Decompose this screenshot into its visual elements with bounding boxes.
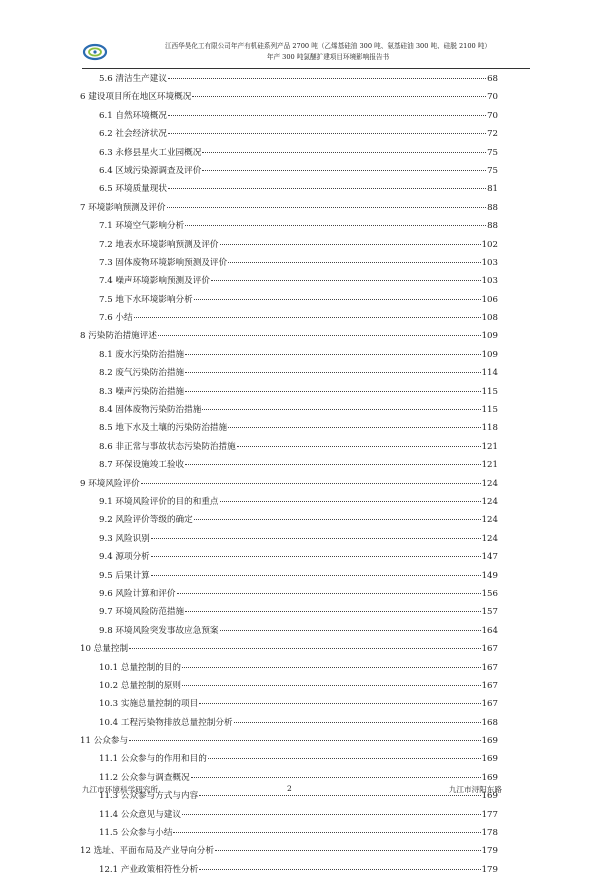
toc-entry-label: 6.5 环境质量现状 [99,184,167,195]
toc-entry[interactable] [80,254,498,272]
toc-dot-leader [167,207,487,208]
toc-entry-label: 9.2 风险评价等级的确定 [99,515,193,526]
toc-dot-leader [129,740,481,741]
toc-dot-leader [234,722,481,723]
toc-entry[interactable] [80,475,498,493]
toc-entry-label: 8.4 固体废物污染防治措施 [99,405,202,416]
toc-entry-page: 179 [481,846,498,857]
toc-dot-leader [220,630,481,631]
toc-entry[interactable] [80,548,498,566]
toc-entry-page: 75 [487,147,498,158]
toc-dot-leader [185,391,480,392]
toc-dot-leader [168,115,486,116]
toc-entry-page: 88 [487,202,498,213]
toc-entry-page: 169 [481,791,498,802]
toc-entry-label: 9.8 环境风险突发事故应急预案 [99,625,219,636]
toc-entry-label: 11.4 公众意见与建议 [99,809,182,820]
toc-dot-leader [220,244,481,245]
toc-entry[interactable] [80,217,498,235]
toc-entry[interactable] [80,750,498,768]
toc-entry[interactable] [80,199,498,217]
toc-entry-page: 157 [481,607,498,618]
toc-entry-page: 167 [481,662,498,673]
toc-entry-label: 10.2 总量控制的原则 [99,680,182,691]
toc-entry[interactable] [80,842,498,860]
toc-entry-label: 6 建设项目所在地区环境概况 [80,92,192,103]
toc-entry-page: 147 [481,552,498,563]
toc-entry-page: 124 [481,496,498,507]
toc-entry-page: 121 [481,460,498,471]
toc-entry[interactable] [80,585,498,603]
toc-dot-leader [185,354,480,355]
toc-entry-label: 7.2 地表水环境影响预测及评价 [99,239,219,250]
toc-entry-label: 8.7 环保设施竣工验收 [99,460,185,471]
toc-entry-label: 6.2 社会经济状况 [99,129,167,140]
toc-entry-label: 5.6 清洁生产建议 [99,74,167,84]
toc-entry-page: 102 [481,239,498,250]
toc-entry-label: 9.6 风险计算和评价 [99,588,176,599]
toc-entry-page: 169 [481,772,498,783]
toc-entry-label: 11.3 公众参与方式与内容 [99,791,199,802]
toc-entry-label: 11 公众参与 [80,736,129,747]
toc-entry-page: 70 [487,92,498,103]
toc-entry-page: 103 [481,276,498,287]
toc-entry-page: 109 [481,349,498,360]
footer-institute: 九江市环境科学研究所 [82,785,158,794]
toc-dot-leader [215,850,481,851]
toc-entry[interactable] [80,493,498,511]
toc-entry[interactable] [80,824,498,842]
toc-dot-leader [182,667,481,668]
toc-entry-page: 121 [481,441,498,452]
toc-entry[interactable] [80,70,498,88]
toc-entry[interactable] [80,695,498,713]
toc-entry-page: 106 [481,294,498,305]
toc-entry[interactable] [80,603,498,621]
toc-entry-label: 9.7 环境风险防范措施 [99,607,185,618]
toc-dot-leader [199,703,480,704]
toc-entry-label: 7.3 固体废物环境影响预测及评价 [99,257,228,268]
toc-entry-label: 8.2 废气污染防治措施 [99,368,185,379]
toc-entry[interactable] [80,732,498,750]
toc-entry-page: 169 [481,736,498,747]
toc-dot-leader [191,777,481,778]
table-of-contents [80,70,498,879]
toc-entry[interactable] [80,383,498,401]
toc-dot-leader [220,501,481,502]
toc-entry-page: 114 [481,368,498,379]
toc-entry[interactable] [80,144,498,162]
toc-entry[interactable] [80,236,498,254]
toc-entry-page: 167 [481,699,498,710]
toc-entry-label: 10 总量控制 [80,644,129,655]
toc-entry-page: 168 [481,717,498,728]
toc-entry-label: 9.5 后果计算 [99,570,150,581]
toc-entry-page: 177 [481,809,498,820]
toc-dot-leader [237,446,481,447]
toc-entry-page: 115 [481,405,498,416]
toc-dot-leader [202,152,486,153]
toc-entry-label: 10.1 总量控制的目的 [99,662,182,673]
toc-entry[interactable] [80,622,498,640]
toc-entry-page: 167 [481,680,498,691]
toc-dot-leader [194,519,481,520]
toc-entry[interactable] [80,180,498,198]
toc-dot-leader [182,685,481,686]
toc-entry-label: 12.1 产业政策相符性分析 [99,864,199,875]
toc-dot-leader [185,372,480,373]
toc-entry-page: 70 [487,110,498,121]
toc-entry-label: 8.6 非正常与事故状态污染防治措施 [99,441,236,452]
toc-entry-label: 6.1 自然环境概况 [99,110,167,121]
toc-entry-page: 169 [481,754,498,765]
toc-entry-page: 178 [481,828,498,839]
company-logo-icon [82,42,108,62]
toc-entry[interactable] [80,640,498,658]
toc-entry[interactable] [80,364,498,382]
toc-dot-leader [202,409,480,410]
toc-entry[interactable] [80,530,498,548]
toc-dot-leader [151,575,481,576]
toc-dot-leader [199,869,480,870]
toc-entry-page: 124 [481,533,498,544]
page-number: 2 [287,784,292,793]
toc-entry[interactable] [80,401,498,419]
toc-dot-leader [129,648,481,649]
toc-dot-leader [177,593,481,594]
toc-entry[interactable] [80,346,498,364]
toc-dot-leader [151,538,481,539]
toc-dot-leader [228,262,480,263]
toc-entry-page: 68 [487,74,498,84]
toc-entry[interactable] [80,511,498,529]
toc-dot-leader [151,556,481,557]
toc-dot-leader [185,611,480,612]
toc-entry-page: 108 [481,313,498,324]
toc-entry-label: 9.1 环境风险评价的目的和重点 [99,496,219,507]
footer-address: 九江市浔阳东路 [448,785,502,794]
toc-entry[interactable] [80,456,498,474]
header-title-line-2: 年产 300 吨氯醚扩建项目环境影响报告书 [266,53,390,61]
toc-entry-page: 109 [481,331,498,342]
toc-entry-page: 88 [487,221,498,232]
toc-dot-leader [208,758,481,759]
page-header [82,40,530,69]
toc-entry-page: 124 [481,478,498,489]
toc-entry[interactable] [80,309,498,327]
toc-entry-label: 11.1 公众参与的作用和目的 [99,754,207,765]
toc-dot-leader [194,299,481,300]
toc-entry-label: 11.5 公众参与小结 [99,828,173,839]
toc-entry-label: 8 污染防治措施评述 [80,331,157,342]
toc-entry-page: 103 [481,257,498,268]
toc-entry-label: 12 选址、平面布局及产业导向分析 [80,846,214,857]
toc-dot-leader [134,317,481,318]
toc-entry-page: 75 [487,165,498,176]
toc-dot-leader [168,78,486,79]
toc-entry-label: 6.4 区域污染源调查及评价 [99,165,202,176]
toc-entry-label: 9.3 风险识别 [99,533,150,544]
toc-entry-page: 149 [481,570,498,581]
toc-entry-page: 115 [481,386,498,397]
toc-entry-page: 179 [481,864,498,875]
toc-dot-leader [173,832,480,833]
toc-entry[interactable] [80,162,498,180]
toc-dot-leader [211,280,481,281]
toc-entry[interactable] [80,567,498,585]
toc-dot-leader [192,96,486,97]
toc-dot-leader [182,814,481,815]
toc-entry-label: 10.3 实施总量控制的项目 [99,699,199,710]
toc-entry-page: 124 [481,515,498,526]
toc-entry[interactable] [80,806,498,824]
toc-dot-leader [158,335,481,336]
toc-dot-leader [141,483,481,484]
toc-dot-leader [202,170,486,171]
page-footer [82,784,502,798]
toc-entry-label: 9.4 源项分析 [99,552,150,563]
toc-entry-label: 7.6 小结 [99,313,133,324]
toc-entry-label: 7.1 环境空气影响分析 [99,221,185,232]
toc-entry-label: 10.4 工程污染物排放总量控制分析 [99,717,233,728]
toc-entry[interactable] [80,125,498,143]
toc-entry[interactable] [80,107,498,125]
toc-entry-page: 167 [481,644,498,655]
toc-entry-label: 7.5 地下水环境影响分析 [99,294,193,305]
toc-entry[interactable] [80,327,498,345]
toc-entry-label: 11.2 公众参与调查概况 [99,772,190,783]
toc-entry-label: 6.3 永修县星火工业园概况 [99,147,202,158]
toc-entry-label: 8.3 噪声污染防治措施 [99,386,185,397]
toc-dot-leader [228,427,480,428]
toc-dot-leader [168,133,486,134]
toc-entry-page: 72 [487,129,498,140]
toc-entry[interactable] [80,88,498,106]
header-title-line-1: 江西华昊化工有限公司年产有机硅系列产品 2700 吨（乙烯基硅油 300 吨、氨基硅油 300 吨、硅脱 2100 吨） [164,42,492,50]
toc-entry[interactable] [80,291,498,309]
toc-entry-page: 81 [487,184,498,195]
toc-entry[interactable] [80,659,498,677]
toc-entry-label: 7.4 噪声环境影响预测及评价 [99,276,210,287]
toc-dot-leader [185,464,480,465]
toc-entry-label: 8.5 地下水及土壤的污染防治措施 [99,423,228,434]
toc-entry[interactable] [80,714,498,732]
toc-entry[interactable] [80,438,498,456]
toc-entry[interactable] [80,861,498,879]
toc-entry-label: 8.1 废水污染防治措施 [99,349,185,360]
toc-entry-page: 156 [481,588,498,599]
toc-dot-leader [185,225,486,226]
toc-entry-label: 9 环境风险评价 [80,478,140,489]
toc-entry[interactable] [80,272,498,290]
toc-entry-page: 164 [481,625,498,636]
toc-entry-label: 7 环境影响预测及评价 [80,202,166,213]
toc-dot-leader [168,188,486,189]
toc-entry[interactable] [80,677,498,695]
toc-entry[interactable] [80,419,498,437]
toc-entry-page: 118 [481,423,498,434]
